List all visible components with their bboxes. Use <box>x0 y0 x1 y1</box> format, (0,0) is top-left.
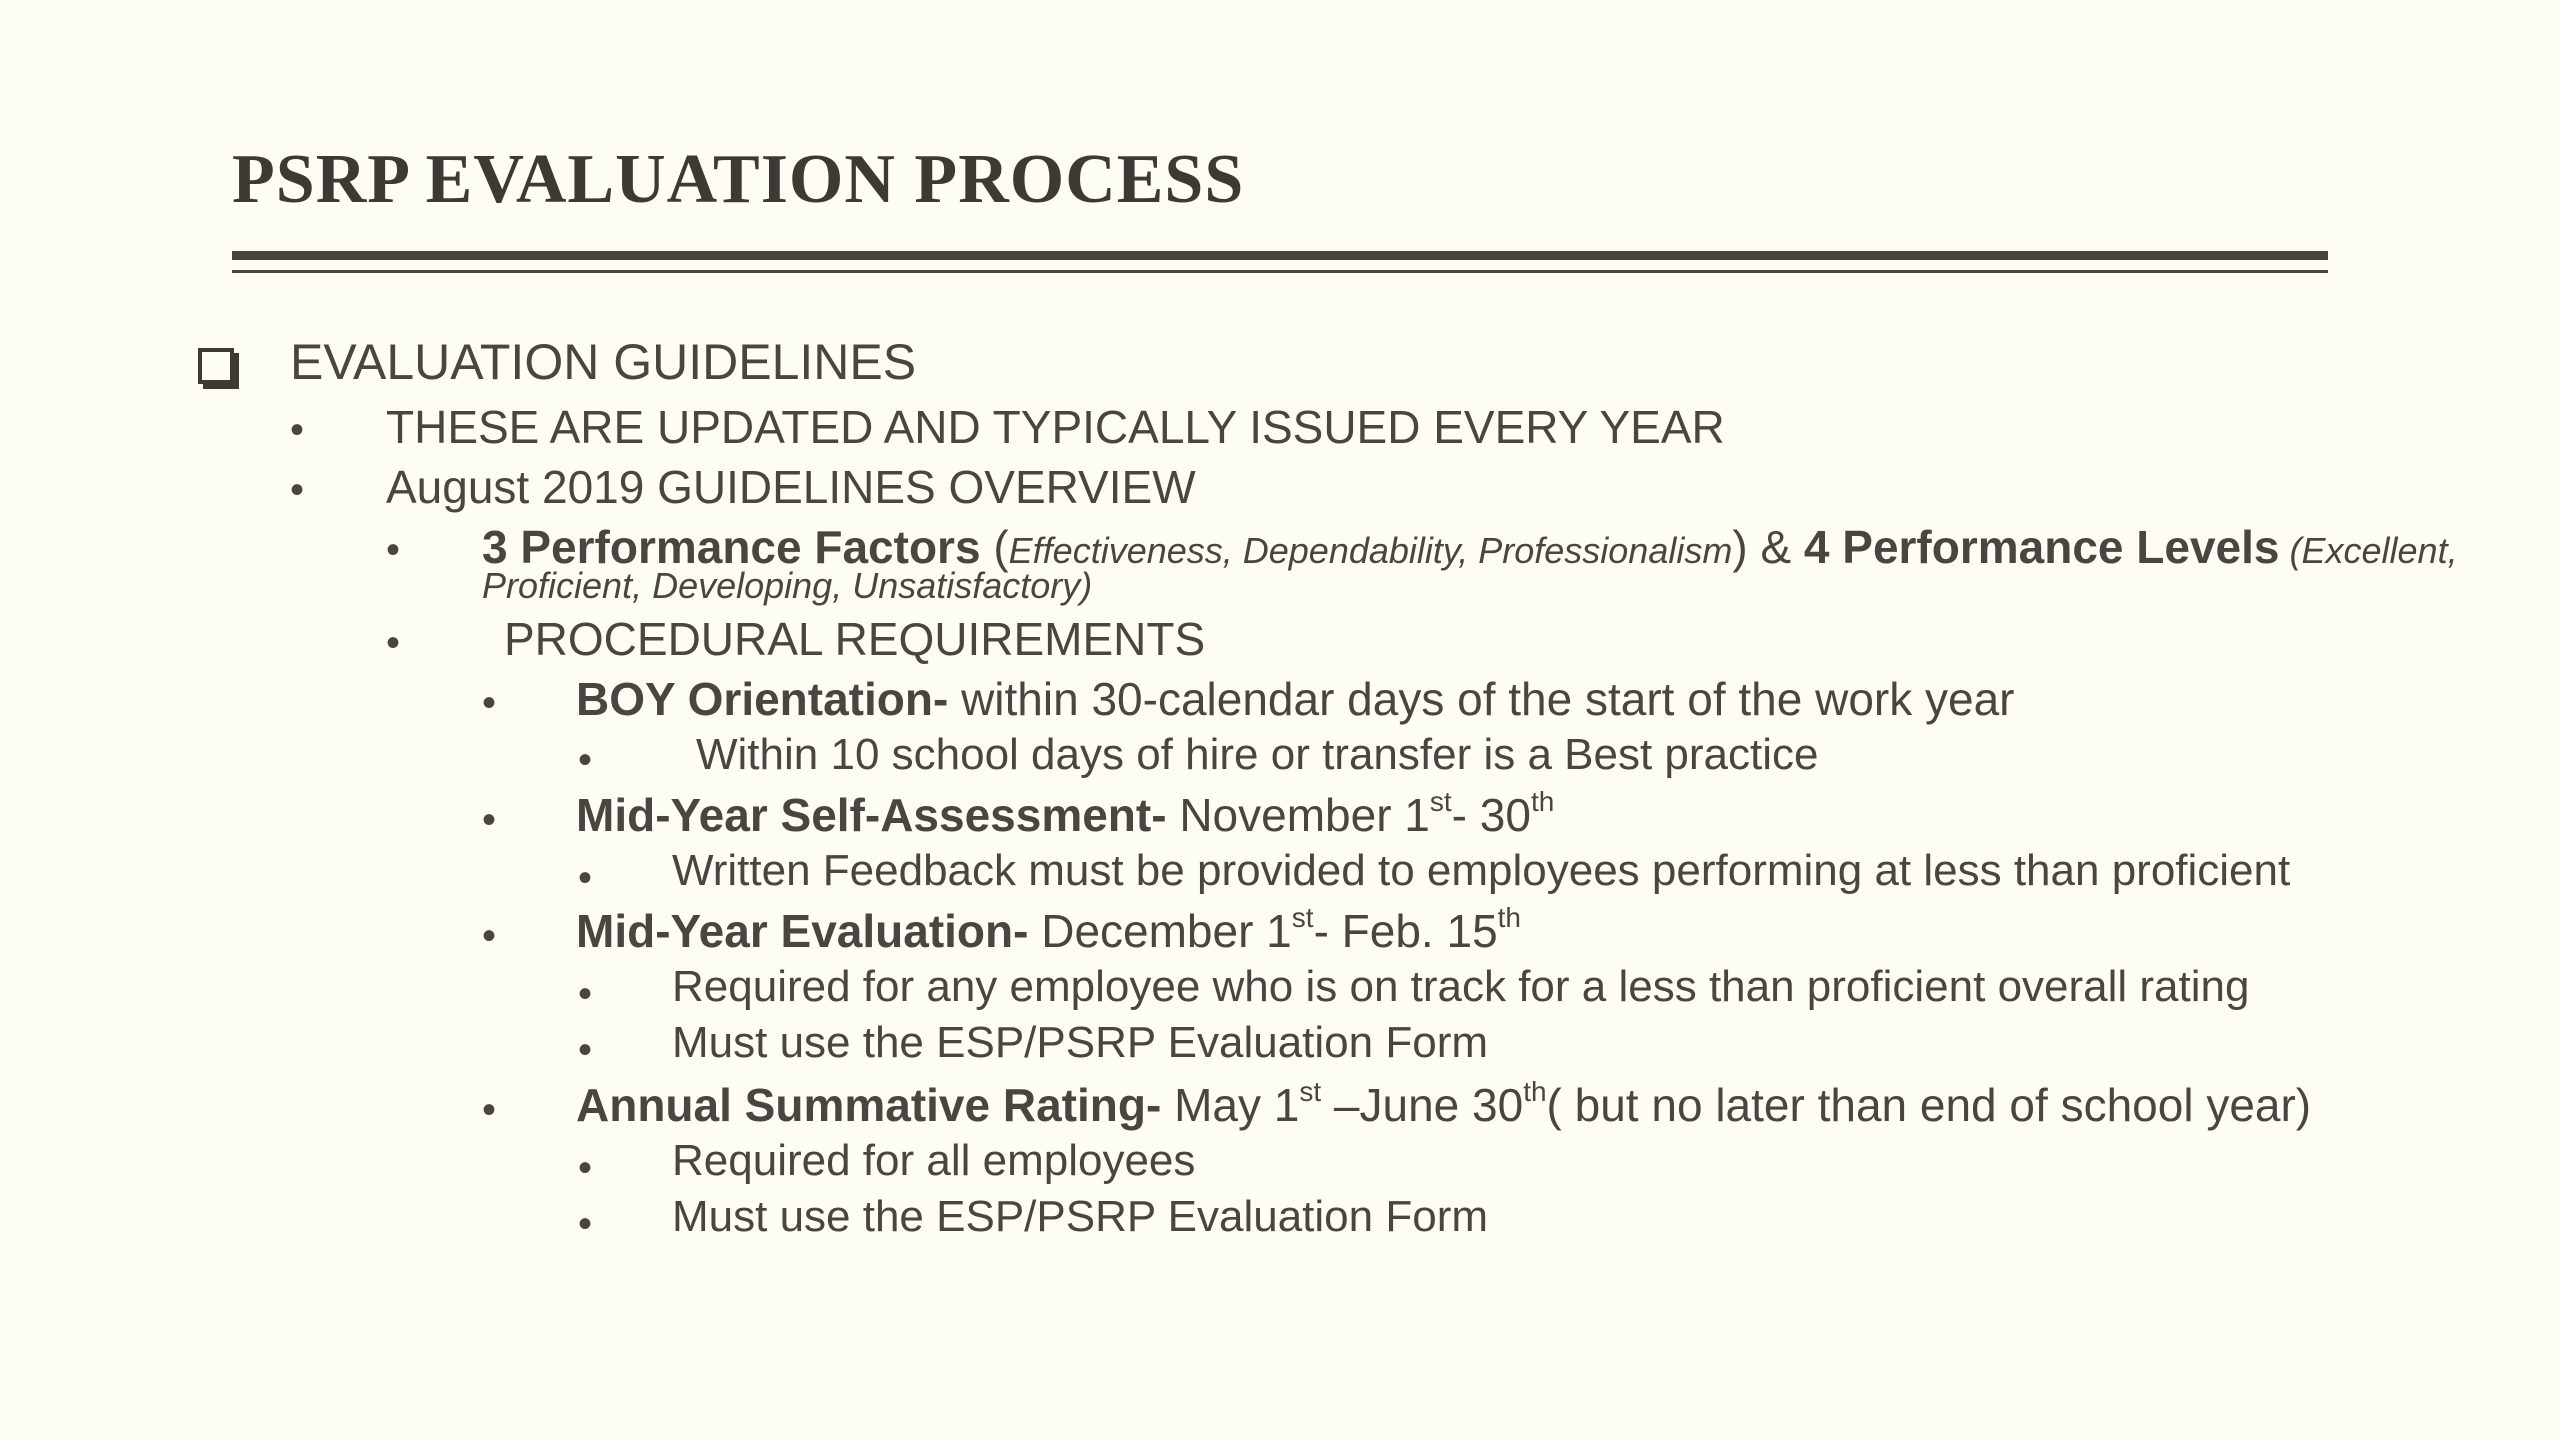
list-item-annual-sub1: Required for all employees <box>672 1136 1196 1185</box>
mid-eval-sup-b: th <box>1497 901 1522 933</box>
list-item-mid-self-sub: Written Feedback must be provided to employees performing at less than proficient <box>672 846 2291 895</box>
annual-date-a: May 1 <box>1161 1079 1300 1131</box>
bullet-icon: • <box>482 681 497 725</box>
levels-list-start: (Excellent, <box>2279 530 2458 571</box>
bullet-icon: • <box>482 1088 497 1132</box>
bullet-icon: • <box>578 1146 593 1190</box>
bullet-icon: • <box>482 798 497 842</box>
section-heading: EVALUATION GUIDELINES <box>290 334 917 390</box>
levels-label: 4 Performance Levels <box>1803 521 2280 573</box>
annual-sup-b: th <box>1523 1075 1547 1107</box>
list-item-boy <box>576 672 2015 726</box>
list-item-updated: THESE ARE UPDATED AND TYPICALLY ISSUED EVERY YEAR <box>386 401 1725 453</box>
mid-eval-label: Mid-Year Evaluation- <box>576 905 1029 957</box>
bullet-icon: • <box>290 468 305 512</box>
mid-self-date-a: November 1 <box>1166 789 1430 841</box>
square-bullet-icon <box>198 348 234 384</box>
annual-date-b: –June 30 <box>1321 1079 1524 1131</box>
mid-eval-date-a: December 1 <box>1028 905 1292 957</box>
list-item-mid-eval-sub1: Required for any employee who is on track for a less than proficient overall rating <box>672 962 2250 1011</box>
bullet-icon: • <box>482 914 497 958</box>
list-item-procedural: PROCEDURAL REQUIREMENTS <box>504 613 1206 665</box>
list-item-mid-self <box>576 785 1555 842</box>
levels-list-end: Proficient, Developing, Unsatisfactory <box>482 565 1081 606</box>
list-item-factors-continued <box>482 565 1092 607</box>
list-item-mid-eval <box>576 901 1522 958</box>
factors-label: 3 Performance Factors <box>482 521 981 573</box>
mid-eval-sup-a: st <box>1291 901 1314 933</box>
list-item-boy-sub: Within 10 school days of hire or transfer is a Best practice <box>696 730 1819 779</box>
mid-self-label: Mid-Year Self-Assessment- <box>576 789 1167 841</box>
bullet-icon: • <box>578 1202 593 1246</box>
factors-open: ( <box>980 521 1009 573</box>
boy-label: BOY Orientation- <box>576 673 949 725</box>
bullet-icon: • <box>290 408 305 452</box>
mid-self-sup-b: th <box>1530 785 1555 817</box>
mid-eval-date-b: - Feb. 15 <box>1313 905 1498 957</box>
bullet-icon: • <box>578 972 593 1016</box>
bullet-icon: • <box>578 738 593 782</box>
slide-title: PSRP EVALUATION PROCESS <box>232 141 1245 218</box>
title-rule-thick <box>232 251 2328 260</box>
levels-close: ) <box>1080 565 1093 606</box>
annual-sup-a: st <box>1299 1075 1322 1107</box>
bullet-icon: • <box>578 1028 593 1072</box>
bullet-icon: • <box>578 856 593 900</box>
list-item-overview: August 2019 GUIDELINES OVERVIEW <box>386 461 1196 513</box>
mid-self-date-b: - 30 <box>1451 789 1531 841</box>
title-rule-thin <box>232 270 2328 273</box>
list-item-annual-sub2: Must use the ESP/PSRP Evaluation Form <box>672 1192 1488 1241</box>
bullet-icon: • <box>386 621 401 665</box>
annual-label: Annual Summative Rating- <box>576 1079 1162 1131</box>
factors-close: ) & <box>1732 521 1804 573</box>
factors-list: Effectiveness, Dependability, Professionalism <box>1008 530 1733 571</box>
list-item-annual <box>576 1075 2312 1132</box>
bullet-icon: • <box>386 528 401 572</box>
annual-note: ( but no later than end of school year) <box>1546 1079 2312 1131</box>
mid-self-sup-a: st <box>1429 785 1452 817</box>
list-item-mid-eval-sub2: Must use the ESP/PSRP Evaluation Form <box>672 1018 1488 1067</box>
boy-text: within 30-calendar days of the start of the work year <box>948 673 2015 725</box>
